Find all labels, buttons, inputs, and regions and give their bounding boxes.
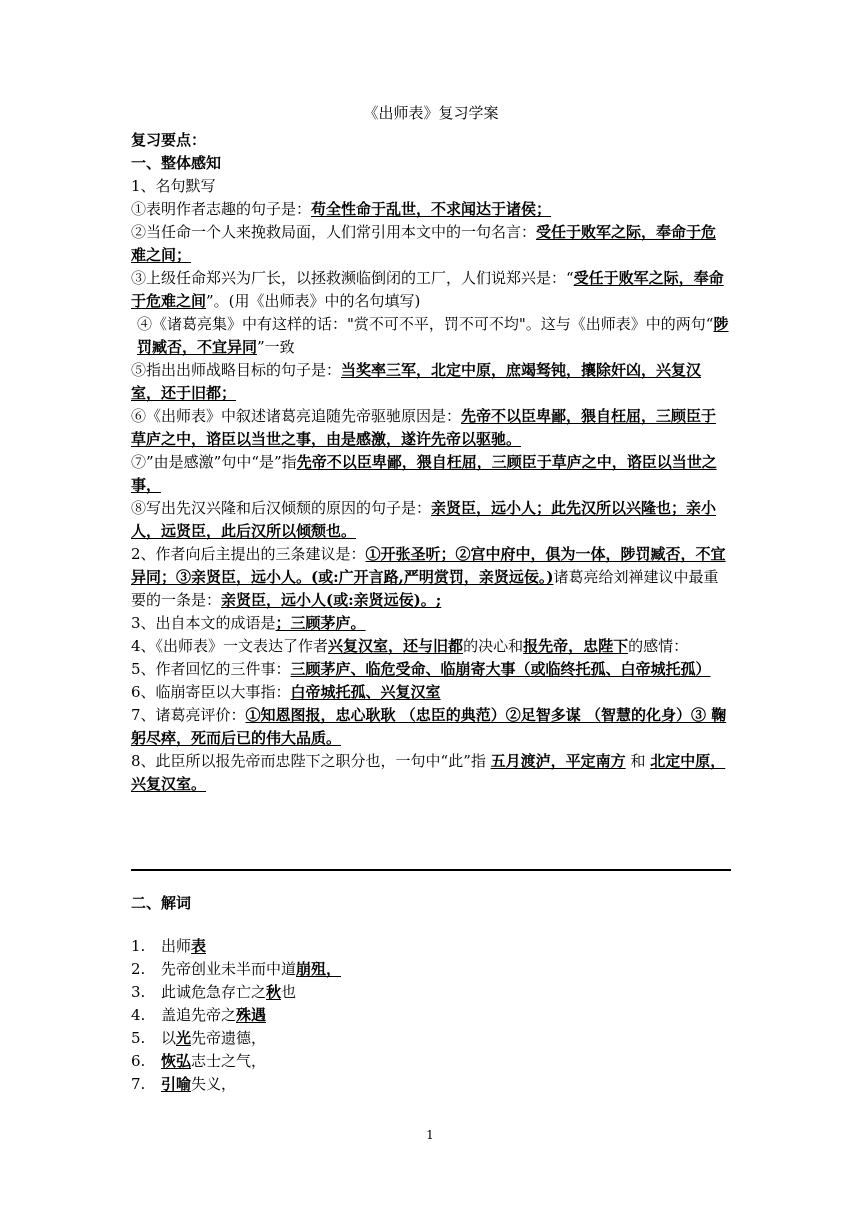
item-4 xyxy=(131,635,731,658)
section2 xyxy=(131,891,731,1096)
keyword: 秋 xyxy=(266,983,282,1001)
question-2 xyxy=(131,221,731,267)
item-number: 2. xyxy=(131,960,146,978)
section1 xyxy=(131,103,731,796)
answer: 兴复汉室，还与旧都 xyxy=(328,637,464,655)
list-item xyxy=(131,1050,731,1073)
item-tail: 的感情： xyxy=(628,637,689,655)
question-text: ⑦”由是感激”句中“是”指 xyxy=(131,453,297,471)
answer: 报先帝，忠陛下 xyxy=(523,637,629,655)
section2-heading: 二、解词 xyxy=(131,894,192,912)
review-heading: 复习要点： xyxy=(131,131,207,149)
keyword: 殊遇 xyxy=(236,1006,267,1024)
list-item xyxy=(131,1027,731,1050)
item-post: 志士之气， xyxy=(191,1052,267,1070)
item-text: 6、临崩寄臣以大事指： xyxy=(131,683,291,701)
item-post: 先帝遗德， xyxy=(191,1029,267,1047)
item-number: 3. xyxy=(131,983,146,1001)
item-6 xyxy=(131,681,731,704)
question-text: ⑧写出先汉兴隆和后汉倾颓的原因的句子是： xyxy=(131,499,432,517)
item-2 xyxy=(131,543,731,612)
keyword: 恢弘 xyxy=(161,1052,192,1070)
question-5 xyxy=(131,359,731,405)
list-item xyxy=(131,1004,731,1027)
question-text: ④《诸葛亮集》中有这样的话："赏不可不平，罚不可不均"。这与《出师表》中的两句“ xyxy=(137,315,714,333)
question-text: ②当任命一个人来挽救局面，人们常引用本文中的一句名言： xyxy=(131,223,537,241)
question-6 xyxy=(131,405,731,451)
item-7 xyxy=(131,704,731,750)
answer: 陟罚臧否，不宜异同 xyxy=(137,315,729,356)
list-item xyxy=(131,958,731,981)
item-tail: 。 xyxy=(191,775,207,793)
item-post: 也 xyxy=(281,983,297,1001)
item-text: 2、作者向后主提出的三条建议是： xyxy=(131,545,366,563)
item-number: 5. xyxy=(131,1029,146,1047)
answer: 受任于败军之际，奉命于危难之间； xyxy=(131,223,717,264)
item-text: 3、出自本文的成语是 xyxy=(131,614,276,632)
question-4 xyxy=(131,313,731,359)
answer: 亲贤臣，远小人；此先汉所以兴隆也；亲小人，远贤臣，此后汉所以倾颓也。 xyxy=(131,499,717,540)
item-number: 4. xyxy=(131,1006,146,1024)
item-number: 1. xyxy=(131,937,146,955)
question-text: ⑤指出出师战略目标的句子是： xyxy=(131,361,342,379)
doc-title: 《出师表》复习学案 xyxy=(363,104,499,122)
item1-heading: 1、名句默写 xyxy=(131,177,216,195)
list-item xyxy=(131,935,731,958)
item-number: 7. xyxy=(131,1075,146,1093)
item-pre: 以 xyxy=(161,1029,177,1047)
list-item xyxy=(131,981,731,1004)
item-pre: 出师 xyxy=(161,937,192,955)
answer: 当奖率三军，北定中原，庶竭驽钝，攘除奸凶，兴复汉室，还于旧都； xyxy=(131,361,702,402)
question-7 xyxy=(131,451,731,497)
answer: 五月渡泸，平定南方 xyxy=(490,752,626,770)
keyword: 光 xyxy=(176,1029,192,1047)
item-text: 5、作者回忆的三件事： xyxy=(131,660,291,678)
item-pre: 盖追先帝之 xyxy=(161,1006,237,1024)
answer: 受任于败军之际，奉命于危难之间 xyxy=(131,269,724,310)
answer: 三顾茅庐、临危受命、临崩寄大事（或临终托孤、白帝城托孤） xyxy=(290,660,711,678)
item-text: 8、此臣所以报先帝而忠陛下之职分也，一句中“此”指 xyxy=(131,752,486,770)
item-pre: 此诚危急存亡之 xyxy=(161,983,267,1001)
keyword: 崩殂， xyxy=(296,960,342,978)
answer: 亲贤臣，远小人(或:亲贤远佞)。; xyxy=(221,591,442,609)
answer: 先帝不以臣卑鄙，猥自枉屈，三顾臣于草庐之中，谘臣以当世之事， xyxy=(131,453,717,494)
item-text: 和 xyxy=(630,752,646,770)
section1-heading: 一、整体感知 xyxy=(131,154,222,172)
item-pre: 先帝创业未半而中道 xyxy=(161,960,297,978)
item-8 xyxy=(131,750,731,796)
item-5 xyxy=(131,658,731,681)
question-3 xyxy=(131,267,731,313)
answer: ①开张圣听；②宫中府中，俱为一体，陟罚臧否，不宜异同；③亲贤臣，远小人。(或:广开言路,严明赏罚，亲贤远佞。) xyxy=(131,545,726,586)
list-item xyxy=(131,1073,731,1096)
keyword: 引喻 xyxy=(161,1075,192,1093)
question-1 xyxy=(131,198,731,221)
item-number: 6. xyxy=(131,1052,146,1070)
section-divider xyxy=(131,869,731,871)
keyword: 表 xyxy=(191,937,207,955)
question-text: ⑥《出师表》中叙述诸葛亮追随先帝驱驰原因是： xyxy=(131,407,462,425)
item-text: 4、《出师表》一文表达了作者 xyxy=(131,637,329,655)
answer: 先帝不以臣卑鄙，猥自枉屈，三顾臣于草庐之中，谘臣以当世之事，由是感激，遂许先帝以驱驰。 xyxy=(131,407,717,448)
question-8 xyxy=(131,497,731,543)
answer: ①知恩图报，忠心耿耿 （忠臣的典范）②足智多谋 （智慧的化身）③ 鞠躬尽瘁，死而后已的伟大品质。 xyxy=(131,706,727,747)
answer: 白帝城托孤、兴复汉室 xyxy=(290,683,441,701)
item-post: 失义， xyxy=(191,1075,237,1093)
vocab-list xyxy=(131,935,731,1096)
answer: 北定中原，兴复汉室 xyxy=(131,752,726,793)
item-3 xyxy=(131,612,731,635)
item-text: 7、诸葛亮评价： xyxy=(131,706,246,724)
item-text: 的决心和 xyxy=(463,637,524,655)
item-text: 诸葛亮给刘禅建议中最重要的一条是： xyxy=(131,568,719,609)
question-tail: ”一致 xyxy=(257,338,295,356)
question-tail: ”。(用《出师表》中的名句填写) xyxy=(206,292,421,310)
question-text: ③上级任命郑兴为厂长，以拯救濒临倒闭的工厂，人们说郑兴是：“ xyxy=(131,269,574,287)
question-text: ①表明作者志趣的句子是： xyxy=(131,200,312,218)
answer: 苟全性命于乱世，不求闻达于诸侯； xyxy=(311,200,552,218)
page-number: 1 xyxy=(426,1128,434,1142)
answer: ；三顾茅庐。 xyxy=(275,614,366,632)
